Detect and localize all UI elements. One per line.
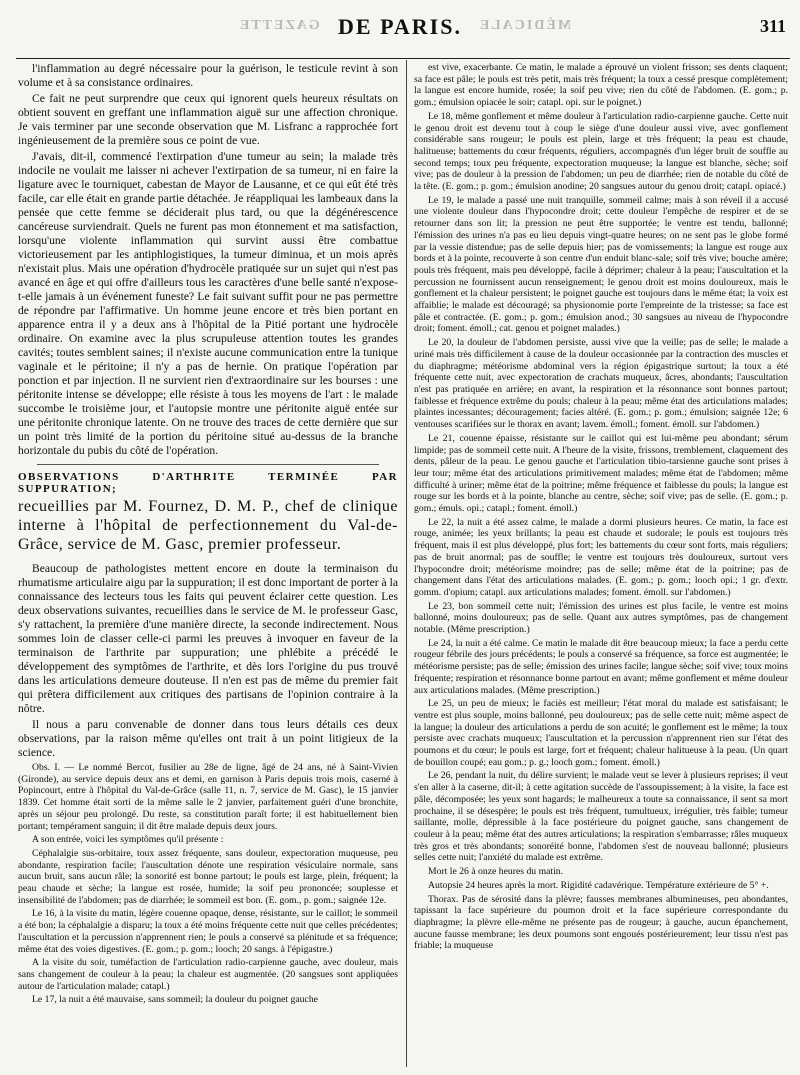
observation-paragraph: A son entrée, voici les symptômes qu'il présente : [32, 834, 224, 846]
observation-paragraph: Thorax. Pas de sérosité dans la plèvre; fausses membranes albumineuses, peu abondantes, tapissant la face supérieure du poumon droit et la face supérieure correspondante du diaphragme; la plèvre elle-même ne présente pas de rougeur; à gauche, aucun épanchement, aucune fausse membrane; les deux poumons sont engoués postérieurement; leur tissu n'est pas friable; la muqueuse [414, 893, 788, 952]
journal-title: DE PARIS. [338, 14, 462, 39]
observation-paragraph: Le 23, bon sommeil cette nuit; l'émission des urines est plus facile, le ventre est moins ballonné, moins douloureux; pas de selle. Quant aux autres symptômes, pas de changement notable. (Même prescription.) [414, 600, 788, 636]
section-title: OBSERVATIONS D'ARTHRITE TERMINÉE PAR SUPPURATION; [18, 471, 398, 495]
observation-paragraph: Le 22, la nuit a été assez calme, le malade a dormi plusieurs heures. Ce matin, la face est rouge, animée; les yeux brillants; la peau est chaude et sudorale; le pouls est toujours très fréquent, mais il est plus développé, plus fort; les battements du cœur sont forts, mais réguliers; pas de bruit anormal; pas de souffle; le ventre est toujours très douloureux, surtout vers l'hypocondre droit; météorisme moindre; pas de selle; même état de la poitrine; pas de changement dans l'état des articulations malades. (E. gom.; p. gom.; looch opi.; 1 gr. d'extr. gomm. d'opium; catapl. aux articulations malades; foment. émoll. sur l'abdomen.) [414, 516, 788, 598]
observation-paragraph: Le 21, couenne épaisse, résistante sur le caillot qui est lui-même peu abondant; sérum limpide; pas de sommeil cette nuit. A l'heure de la visite, frissons, tremblement, claquement des dents, pâleur de la peau. Le genou gauche et l'articulation tibio-tarsienne gauche sont prises à leur tour; même état des articulations primitivement malades; même état de l'abdomen; même difficulté à uriner; même état de la poitrine; même fréquence et faiblesse du pouls; la langue est rouge sur les bords et à la pointe, blanche au centre, sèche; soif vive; pas de selle. (E. gom.; p. gom.; émuls. opi.; catapl.; foment. émoll.) [414, 432, 788, 515]
paragraph: Il nous a paru convenable de donner dans tous leurs détails ces deux observations, par la raison même qu'elles ont trait à un point litigieux de la science. [18, 718, 398, 759]
column-separator [406, 60, 407, 1067]
observation-paragraph: Le 25, un peu de mieux; le faciès est meilleur; l'état moral du malade est satisfaisant; le ventre est plus souple, moins ballonné, peu douloureux; pas de selle cette nuit; même aspect de la langue; la douleur des articulations a perdu de son acuité; le gonflement est le même; la toux persiste avec crachats muqueux; l'auscultation et la percussion n'apprennent rien sur l'état des poumons et du cœur; le pouls est large, fort et fréquent; chaleur halitueuse à la peau. (Un quart de bouillon coupé; eau gom.; p. g.; looch gom.; foment. émoll.) [414, 698, 788, 768]
paragraph: Ce fait ne peut surprendre que ceux qui ignorent quels heureux résultats on obtient souvent en greffant une inflammation aiguë sur une affection chronique. Je vais terminer par une seconde observation que M. Lisfranc a rapprochée fort ingénieusement de la première sous ce point de vue. [18, 92, 398, 147]
bleed-through-text: MÉDICALE [478, 18, 572, 33]
section-subtitle: recueillies par M. Fournez, D. M. P., chef de clinique interne à l'hôpital de perfectionnement du Val-de-Grâce, service de M. Gasc, premier professeur. [18, 498, 398, 553]
section-divider [37, 464, 379, 465]
autopsy-heading: Autopsie 24 heures après la mort. Rigidité cadavérique. Température extérieure de 5° +. [428, 879, 769, 891]
observation-paragraph: Le 20, la douleur de l'abdomen persiste, aussi vive que la veille; pas de selle; le malade a uriné mais très difficilement à cause de la douleur occasionnée par la contraction des muscles et du diaphragme; météorisme abdominal vers la région épigastrique surtout; la toux a été fréquente cette nuit, avec expectoration de crachats muqueux, âcres, abondants; l'auscultation n'est pas pratiquée en arrière; en avant, la respiration et la résonnance sont bonnes partout; faiblesse et fréquence extrême du pouls; chaleur à la peau; même état des articulations malades; plaintes incessantes; découragement; facies altéré. (E. gom.; p. gom.; émulsion; saignée 12e; 6 ventouses scarifiées sur le thorax en avant; lavem. émoll.; foment. émoll. sur l'abdomen.) [414, 337, 788, 431]
page-number: 311 [759, 16, 786, 36]
right-column [414, 62, 788, 1067]
observation-paragraph: Mort le 26 à onze heures du matin. [428, 866, 564, 878]
observation-paragraph: Céphalalgie sus-orbitaire, toux assez fréquente, sans douleur, expectoration muqueuse, peu abondante, respiration facile; l'auscultation dénote une respiration vésiculaire normale, sans aucun bruit, sans aucun râle; la sonorité est bonne partout; le pouls est large, plein, fréquent; la peau chaude et sèche; la langue est rosée, humide; la soif peu prononcée; souplesse et insensibilité de l'abdomen; pas de diarrhée; le sommeil est bon. (E. gom., p. gom.; saignée 12e. [18, 847, 398, 906]
paragraph: J'avais, dit-il, commencé l'extirpation d'une tumeur au sein; la malade très indocile ne voulait me laisser ni achever l'extirpation de sa tumeur, ni en faire la ligature avec le tourniquet, cabestan de Mayor de Lausanne, et ce qui eût été très facile, car elle était en grande partie détachée. Je réappliquai les lambeaux dans la pensée que cette femme se déciderait plus tard, ou que la dégénérescence cancéreuse surviendrait. Quels ne furent pas mon étonnement et ma satisfaction, lorsqu'une violente inflammation qui survint aussi être combattue victorieusement par les antiphlogistiques, la tumeur diminua, et un mois après n'existait plus. Mais une opération d'hydrocèle pratiquée sur un sujet qui n'est pas avancé en âge et qui offre d'ailleurs tous les caractères d'une belle santé n'expose-t-elle jamais à un événement funeste? Le fait suivant suffit pour ne pas permettre de répondre par l'affirmative. Un homme jeune encore et très bien portant en apparence entra il y a deux ans à l'hôpital de la Pitié portant une hydrocèle ordinaire. On examine avec la plus scrupuleuse attention toutes les grandes cavités; toutes semblent saines; il n'existe aucune communication entre la tunique vaginale et le péritoine; il n'y a pas de hernie. On pratique l'opération par ponction et par injection. Il ne survient rien d'extraordinaire sur les bourses : une péritonite intense se développe; elle résiste à tous les moyens de l'art : le malade succombe le troisième jour, et l'autopsie montre une péritonite aiguë entée sur une péritonite chronique latente. On ne trouve des traces de cette dernière que sur un point très limité de la portion du péritoine situé au-dessus de la branche horizontale du pubis du côté de l'opération. [18, 150, 398, 457]
left-column [18, 62, 398, 1067]
observation-paragraph: Obs. I. — Le nommé Bercot, fusilier au 28e de ligne, âgé de 24 ans, né à Saint-Vivien (Gironde), au service depuis deux ans et demi, en garnison à Paris depuis trois mois, caserné à Popincourt, entre à l'hôpital du Val-de-Grâce (salle 11, n. 7, service de M. Gasc), le 15 janvier 1839. Cet homme était sorti de la même salle le 2 janvier, parfaitement guéri d'une bronchite, après un séjour peu prolongé. Du reste, sa constitution paraît forte; il est habituellement bien portant; tempérament sanguin; il dit être malade depuis deux jours. [18, 762, 398, 832]
bleed-through-text: GAZETTE [238, 18, 320, 33]
page-header [0, 6, 800, 46]
paragraph: l'inflammation au degré nécessaire pour la guérison, le testicule revint à son volume et à sa consistance ordinaires. [18, 62, 398, 89]
observation-paragraph: Le 24, la nuit a été calme. Ce matin le malade dit être beaucoup mieux; la face a perdu cette rougeur fébrile des jours précédents; le pouls a conservé sa fréquence, sa force est augmentée; le météorisme persiste; pas de selle; émission des urines facile; langue sèche; soif vive; toux moins fréquente; respiration et résonnance bonne partout en avant; même gonflement et même douleur aux articulations malades. (Même prescription.) [414, 637, 788, 696]
observation-paragraph: Le 26, pendant la nuit, du délire survient; le malade veut se lever à plusieurs reprises; il veut s'en aller à la caserne, dit-il; à cette agitation succède de l'assoupissement; à la visite, la face est pâle, décomposée; les yeux sont hagards; le malheureux a toute sa connaissance, il sent sa mort prochaine, il se désespère; le pouls est très fréquent, tumultueux, irrégulier, très faible; tumeur saillante, molle, dépressible à la face postérieure du poignet gauche, sans changement de couleur à la peau; même état des autres articulations; la respiration s'embarrasse; râles muqueux très gros et très abondants; sonoréité bonne, l'abdomen s'est de nouveau ballonné; plusieurs selles cette nuit; l'anxiété du malade est extrême. [414, 770, 788, 864]
observation-paragraph: Le 17, la nuit a été mauvaise, sans sommeil; la douleur du poignet gauche [32, 994, 318, 1006]
observation-paragraph: Le 19, le malade a passé une nuit tranquille, sommeil calme; mais à son réveil il a accusé une violente douleur dans l'hypocondre droit; cette douleur l'empêche de respirer et de se retourner dans son lit; la pression ne peut être supportée; le ventre est tendu, ballonné; l'émission des urines n'a pas eu lieu depuis vingt-quatre heures; on ne sent pas le globe formé par la vessie distendue; pas de selle depuis hier; pas de vomissements; la langue est rouge aux bords et à la pointe, recouverte à son centre d'un enduit blanc-sale; soif très vive; bouche amère; pouls très fréquent, mais peu développé, facile à déprimer; chaleur à la peau; l'auscultation et la percussion ne fournissent aucun renseignement; le genou droit est moins douloureux, mais le gonflement et la chaleur persistent; le poignet gauche est toujours dans le même état; la voix est affaiblie; le malade est découragé; sa physionomie porte l'empreinte de la tristesse; sa face est pâle et contractée. (E. gom.; p. gom.; émulsion anod.; 30 sangsues au niveau de l'hypocondre droit; foment. émoll.; cat. genou et poignet malades.) [414, 194, 788, 335]
observation-paragraph: Le 16, à la visite du matin, légère couenne opaque, dense, résistante, sur le caillot; le sommeil a été bon; la céphalalgie a disparu; la toux a été moins fréquente cette nuit que celles précédentes; l'auscultation et la percussion n'apprennent rien; le pouls a conservé sa plénitude et sa fréquence; même état des voies digestives. (E. gom.; p. gom.; looch; 20 sangs. à l'épigastre.) [18, 908, 398, 955]
observation-paragraph: Le 18, même gonflement et même douleur à l'articulation radio-carpienne gauche. Cette nuit le genou droit est devenu tout à coup le siège d'une douleur aussi vive, avec gonflement considérable sans rougeur; le pouls est plein, large et très fréquent; la peau est chaude, halitueuse; battements du cœur fréquents, réguliers, accompagnés d'un léger bruit de souffle au second temps; toux peu fréquente, expectoration muqueuse; la langue est blanche, sèche; soif vive; pas de douleur à la pression de l'abdomen; un peu de diarrhée; rien de notable du côté de la tête. (E. gom.; p. gom.; émulsion anodine; 20 sangsues autour du genou droit; catapl. opiacé.) [414, 110, 788, 193]
observation-paragraph: est vive, exacerbante. Ce matin, le malade a éprouvé un violent frisson; ses dents claquent; sa face est pâle; le pouls est très petit, mais très fréquent; la toux a cessé presque complètement; la langue est encore humide, rosée; la soif peu vive; rien du côté de l'abdomen. (E. gom.; p. gom.; émulsion opiacée le soir; catapl. opi. sur le poignet.) [414, 62, 788, 109]
observation-paragraph: A la visite du soir, tuméfaction de l'articulation radio-carpienne gauche, avec douleur, mais sans changement de couleur à la peau; la chaleur est augmentée. (20 sangsues sont appliquées autour de l'articulation malade; catapl.) [18, 957, 398, 992]
header-rule [16, 58, 790, 59]
paragraph: Beaucoup de pathologistes mettent encore en doute la terminaison du rhumatisme articulaire aigu par la suppuration; il est donc important de porter à la connaissance des lecteurs tous les faits qui peuvent éclairer cette question. Les deux observations suivantes, recueillies dans le service de M. le professeur Gasc, s'y rattachent, la première d'une manière directe, la seconde indirectement. Nous sommes loin de classer celle-ci parmi les preuves à invoquer en faveur de la terminaison de l'arthrite par suppuration; une phlébite a précédé le développement des symptômes de l'arthrite, et dès lors l'origine du pus trouvé dans les articulations demeure douteuse. Il n'en est pas de même du premier fait qui prêtera difficilement aux critiques des partisans de l'opinion contraire à la nôtre. [18, 562, 398, 715]
